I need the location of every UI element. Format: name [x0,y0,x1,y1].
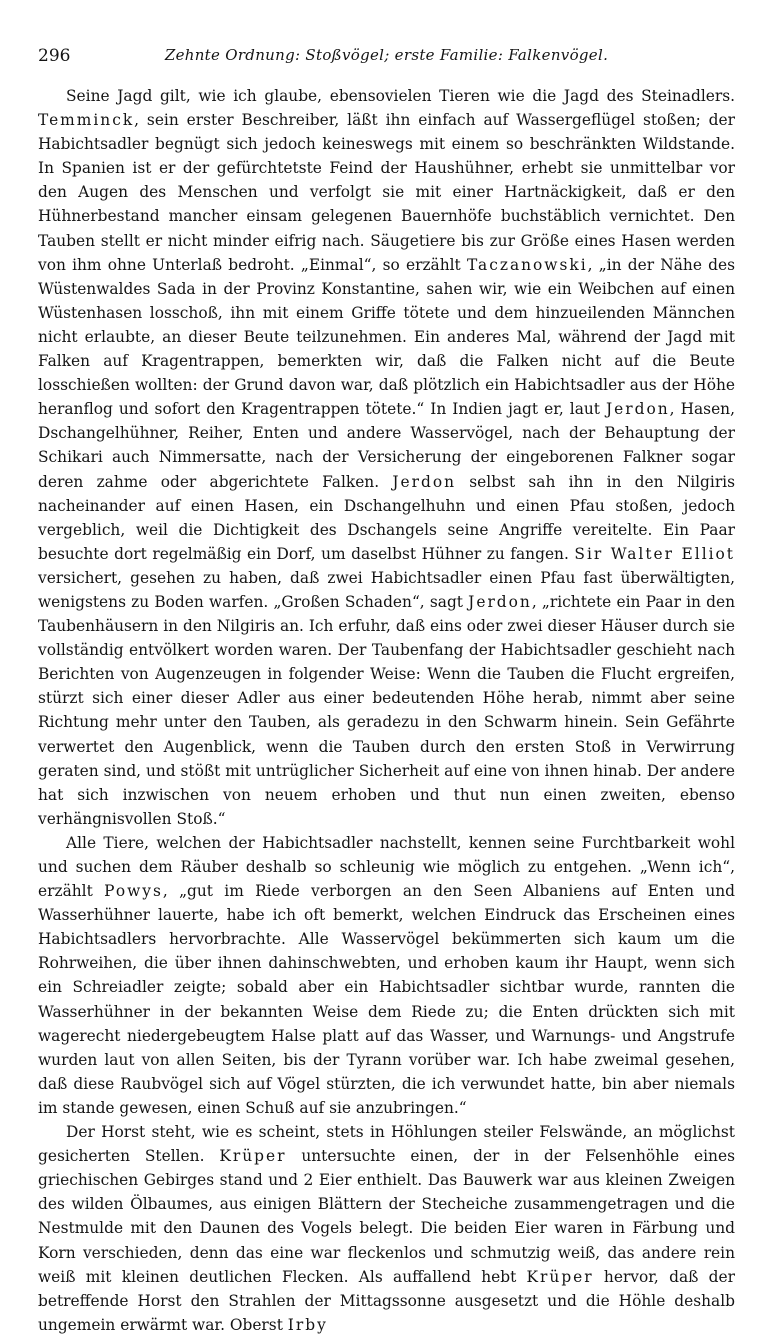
spaced-name: Jerdon [468,592,532,611]
text-run: , sein erster Beschreiber, läßt ihn einfach auf Wassergeflügel stoßen; der Habichtsadler begnügt sich jedoch keineswegs mit einem so beschränkten Wildstande. In Spanien ist er der gefürchtetste Feind der Haushühner, erhebt sie unmittelbar vor den Augen des Menschen und verfolgt sie mit einer Hartnäckigkeit, daß er den Hühnerbestand mancher einsam gelegenen Bauernhöfe buchstäblich vernichtet. Den Tauben stellt er nicht minder eifrig nach. Säugetiere bis zur Größe eines Hasen werden von ihm ohne Unterlaß bedroht. „Einmal“, so erzählt [38,111,735,274]
spaced-name: Sir Walter Elliot [574,544,735,563]
paragraph-fear-of-prey [38,831,735,1120]
spaced-name: Jerdon [392,472,457,491]
text-run: , „gut im Riede verborgen an den Seen Albaniens auf Enten und Wasserhühner lauerte, habe ich oft bemerkt, welchen Eindruck das Erscheinen eines Habichtsadlers hervorbrachte. Alle Wasservögel bekümmerten sich kaum um die Rohrweihen, die über ihnen dahinschwebten, und erhoben kaum ihr Haupt, wenn sich ein Schreiadler zeigte; sobald aber ein Habichtsadler sichtbar wurde, rannten die Wasserhühner in der bekannten Weise dem Riede zu; die Enten drückten sich mit wagerecht niedergebeugtem Halse platt auf das Wasser, und Warnungs- und Angstrufe wurden laut von allen Seiten, bis der Tyrann vorüber war. Ich habe zweimal gesehen, daß diese Raubvögel sich auf Vögel stürzten, die ich verwundet hatte, bin aber niemals im stande gewesen, einen Schuß auf sie anzubringen.“ [38,882,735,1117]
paragraph-hunting-habits [38,84,735,831]
spaced-name: Taczanowski [466,255,588,274]
running-head [38,46,735,76]
spaced-name: Temminck [38,111,135,130]
spaced-name: Irby [287,1315,328,1334]
paragraph-nest [38,1120,735,1337]
page-number: 296 [38,46,71,66]
spaced-name: Jerdon [606,400,670,419]
text-run: Seine Jagd gilt, wie ich glaube, ebensovielen Tieren wie die Jagd des Steinadlers. [66,87,735,105]
spaced-name: Powys [104,882,163,901]
spaced-name: Krüper [526,1267,594,1286]
text-run: , „in der Nähe des Wüstenwaldes Sada in der Provinz Konstantine, sahen wir, wie ein Weibchen auf einen Wüstenhasen losschoß, ihn mit einem Griffe tötete und dem hinzueilenden Männchen nicht erlaubte, an dieser Beute teilzunehmen. Ein anderes Mal, während der Jagd mit Falken auf Kragentrappen, bemerkten wir, daß die Falken nicht auf die Beute losschießen wollten: der Grund davon war, daß plötzlich ein Habichtsadler aus der Höhe heranflog und sofort den Kragentrappen tötete.“ In Indien jagt er, laut [38,255,736,419]
text-run: versichert, gesehen zu haben, daß zwei Habichtsadler einen Pfau fast überwältigten, wenigstens zu Boden warfen. „Großen Schaden“, sagt [38,568,735,611]
text-run: untersuchte einen, der in der Felsenhöhle eines griechischen Gebirges stand und 2 Eier enthielt. Das Bauwerk war aus kleinen Zweigen des wilden Ölbaumes, aus einigen Blättern der Stecheiche zusammengetragen und die Nestmulde mit den Daunen des Vogels belegt. Die beiden Eier waren in Färbung und Korn verschieden, denn das eine war fleckenlos und schmutzig weiß, das andere rein weiß mit kleinen deutlichen Flecken. Als auffallend hebt [38,1147,735,1286]
text-run: hervor, daß der betreffende Horst den Strahlen der Mittagssonne ausgesetzt und die Höhle deshalb ungemein erwärmt war. Oberst [38,1267,735,1334]
text-run: Alle Tiere, welchen der Habichtsadler nachstellt, kennen seine Furchtbarkeit wohl und suchen dem Räuber deshalb so schleunig wie möglich zu entgehen. „Wenn ich“, erzählt [38,833,735,901]
spaced-name: Krüper [219,1147,287,1166]
text-run: selbst sah ihn in den Nilgiris nacheinander auf einen Hasen, ein Dschangelhuhn und einen Pfau stoßen, jedoch vergeblich, weil die Dichtigkeit des Dschangels seine Angriffe vereitelte. Ein Paar besuchte dort regelmäßig ein Dorf, um daselbst Hühner zu fangen. [38,472,736,563]
running-title: Zehnte Ordnung: Stoßvögel; erste Familie: Falkenvögel. [164,46,609,64]
body-text [38,84,735,1337]
text-run: , Hasen, Dschangelhühner, Reiher, Enten und andere Wasservögel, nach der Behauptung der Schikari auch Nimmersatte, nach der Versicherung der eingeborenen Falkner sogar deren zahme oder abgerichtete Falken. [38,400,735,491]
text-run: Der Horst steht, wie es scheint, stets in Höhlungen steiler Felswände, an möglichst gesicherten Stellen. [38,1123,735,1166]
text-run: , „richtete ein Paar in den Taubenhäusern in den Nilgiris an. Ich erfuhr, daß eins oder zwei dieser Häuser durch sie vollständig entvölkert worden waren. Der Taubenfang der Habichtsadler geschieht nach Berichten von Augenzeugen in folgender Weise: Wenn die Tauben die Flucht ergreifen, stürzt sich einer dieser Adler aus einer bedeutenden Höhe herab, nimmt aber seine Richtung mehr unter den Tauben, als geradezu in den Schwarm hinein. Sein Gefährte verwertet den Augenblick, wenn die Tauben durch den ersten Stoß in Verwirrung geraten sind, und stößt mit untrüglicher Sicherheit auf eine von ihnen hinab. Der andere hat sich inzwischen von neuem erhoben und thut nun einen zweiten, ebenso verhängnisvollen Stoß.“ [38,592,736,828]
